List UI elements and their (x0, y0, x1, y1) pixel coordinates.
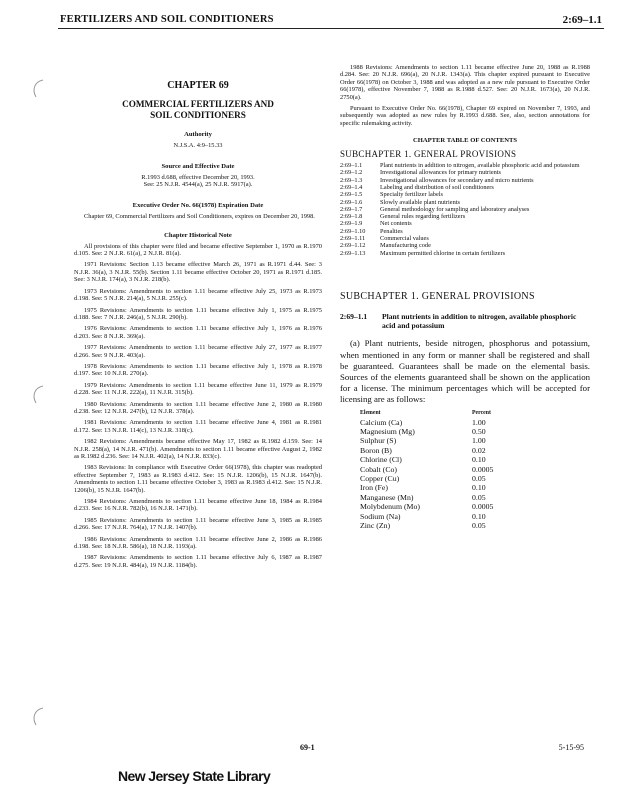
historical-note-paragraph: Pursuant to Executive Order No. 66(1978), Chapter 69 expired on November 7, 1993, and subsequently was adopted as new rules by R.1993 d.688. See, also, section annotations for specific rulemaking activity. (340, 105, 590, 127)
historical-note-paragraph: 1977 Revisions: Amendments to section 1.11 became effective July 27, 1977 as R.1977 d.266. See: 9 N.J.R. 403(a). (74, 344, 322, 359)
executive-order-heading: Executive Order No. 66(1978) Expiration Date (132, 202, 264, 210)
historical-note-continued (340, 64, 590, 127)
element-row (360, 493, 590, 502)
historical-note-paragraph: 1976 Revisions: Amendments to section 1.11 became effective July 1, 1976 as R.1976 d.203. See: 8 N.J.R. 369(a). (74, 325, 322, 340)
header-rule (58, 28, 604, 29)
right-column (340, 64, 590, 530)
toc-entry (340, 206, 590, 213)
section-title: Plant nutrients in addition to nitrogen, available phosphoric acid and potassium (382, 312, 577, 331)
element-percent: 0.10 (472, 483, 486, 493)
historical-note-paragraph: 1988 Revisions: Amendments to section 1.11 became effective June 20, 1988 as R.1988 d.284. See: 20 N.J.R. 696(a), 20 N.J.R. 1343(a). This chapter expired pursuant to Executive Order 66(1978) on October 3, 1988 and was adopted as a new rule pursuant to Executive Order 66(1978), effective November 7, 1988 as R.1988 d.527. See: 20 N.J.R. 1673(a), 20 N.J.R. 2750(a). (340, 64, 590, 101)
element-table-body (360, 418, 590, 531)
toc-entry (340, 235, 590, 242)
element-name: Sodium (Na) (360, 511, 401, 521)
authority-text: N.J.S.A. 4:9–15.33 (173, 141, 223, 149)
toc-entry-number: 2:69–1.11 (340, 235, 366, 243)
element-row (360, 418, 590, 427)
toc-entry-title: Investigational allowances for secondary and micro nutrients (380, 176, 534, 184)
percent-column-header: Percent (472, 409, 491, 416)
authority-heading: Authority (184, 131, 212, 139)
toc-entry-title: Plant nutrients in addition to nitrogen, available phosphoric acid and potassium (380, 162, 580, 170)
historical-note-heading: Chapter Historical Note (164, 232, 232, 240)
element-table (360, 410, 590, 531)
toc-entry-number: 2:69–1.9 (340, 220, 363, 228)
element-name: Manganese (Mn) (360, 492, 414, 502)
historical-note-paragraph: 1980 Revisions: Amendments to section 1.11 became effective June 2, 1980 as R.1980 d.238. See: 12 N.J.R. 247(b), 12 N.J.R. 378(a). (74, 400, 322, 415)
page-number: 69-1 (300, 743, 315, 752)
toc-entry-number: 2:69–1.5 (340, 191, 363, 199)
source-line: R.1993 d.688, effective December 20, 1993. (141, 173, 255, 181)
element-row (360, 474, 590, 483)
historical-note-paragraph: 1971 Revisions: Section 1.13 became effective March 26, 1971 as R.1971 d.44. See: 3 N.J.R. 36(a), 3 N.J.R. 55(b). Section 1.11 became effective October 20, 1971 as R.1971 d.185. See: 3 N.J.R. 174(a), 3 N.J.R. 218(b). (74, 261, 322, 284)
element-percent: 0.05 (472, 473, 486, 483)
historical-note-paragraph: 1982 Revisions: Amendments became effective May 17, 1982 as R.1982 d.159. See: 14 N.J.R. 258(a), 14 N.J.R. 471(b). Amendments to section 1.11 became effective August 2, 1982 as R.1982 d.236. See: 14 N.J.R. 402(a), 14 N.J.R. 833(c). (74, 438, 322, 460)
element-row (360, 427, 590, 436)
toc-entry-number: 2:69–1.2 (340, 169, 363, 177)
toc-entry-number: 2:69–1.10 (340, 227, 366, 235)
historical-note-paragraph: 1985 Revisions: Amendments to section 1.11 became effective June 3, 1985 as R.1985 d.266. See: 17 N.J.R. 764(a), 17 N.J.R. 1407(b). (74, 516, 322, 532)
toc-entry-number: 2:69–1.1 (340, 162, 363, 170)
element-percent: 0.05 (472, 492, 486, 502)
chapter-title-line: SOIL CONDITIONERS (150, 110, 246, 121)
library-stamp: New Jersey State Library (118, 768, 271, 784)
element-row (360, 483, 590, 492)
toc-entry (340, 250, 590, 257)
element-row (360, 436, 590, 445)
chapter-number: CHAPTER 69 (167, 80, 229, 91)
element-row (360, 455, 590, 464)
toc-entry-title: Net contents (380, 220, 412, 228)
historical-note-paragraph: 1986 Revisions: Amendments to section 1.11 became effective June 2, 1986 as R.1986 d.198. See: 18 N.J.R. 586(a), 18 N.J.R. 1193(a). (74, 535, 322, 551)
source-line: See: 25 N.J.R. 4544(a), 25 N.J.R. 5917(a). (143, 181, 253, 189)
historical-note-paragraph: 1975 Revisions: Amendments to section 1.11 became effective July 1, 1975 as R.1975 d.188. See: 7 N.J.R. 246(a), 5 N.J.R. 290(b). (74, 306, 322, 321)
executive-order-text: Chapter 69, Commercial Fertilizers and Soil Conditioners, expires on December 20, 1998. (84, 212, 315, 220)
element-percent: 0.50 (472, 426, 486, 436)
toc-entry (340, 242, 590, 249)
section-number: 2:69–1.1 (340, 312, 368, 322)
chapter-title-line: COMMERCIAL FERTILIZERS AND (122, 99, 274, 110)
toc-entry-title: Slowly available plant nutrients (380, 198, 460, 206)
toc-entry-number: 2:69–1.3 (340, 176, 363, 184)
running-header-title: FERTILIZERS AND SOIL CONDITIONERS (60, 14, 274, 25)
historical-note-paragraph: All provisions of this chapter were filed and became effective September 1, 1970 as R.1970 d.105. See: 2 N.J.R. 61(a), 2 N.J.R. 81(a). (74, 242, 322, 258)
historical-note-list (74, 243, 322, 570)
element-row (360, 521, 590, 530)
historical-note-paragraph: 1984 Revisions: Amendments to section 1.11 became effective June 18, 1984 as R.1984 d.233. See: 16 N.J.R. 782(b), 16 N.J.R. 1471(b). (74, 498, 322, 513)
punch-hole-mark-top (30, 78, 46, 100)
historical-note-paragraph: 1973 Revisions: Amendments to section 1.11 became effective July 25, 1973 as R.1973 d.198. See: 5 N.J.R. 214(a), 5 N.J.R. 255(c). (74, 287, 322, 303)
revision-date: 5-15-95 (558, 743, 584, 752)
element-row (360, 502, 590, 511)
toc-entry-number: 2:69–1.6 (340, 198, 363, 206)
punch-hole-mark-bottom (30, 706, 46, 728)
toc-entry (340, 220, 590, 227)
element-name: Molybdenum (Mo) (360, 502, 420, 512)
toc-entry-number: 2:69–1.4 (340, 183, 363, 191)
element-percent: 1.00 (472, 417, 486, 427)
punch-hole-mark-middle (30, 384, 46, 406)
element-name: Calcium (Ca) (360, 417, 403, 427)
toc-entry-title: Maximum permitted chlorine in certain fertilizers (380, 249, 506, 257)
element-row (360, 446, 590, 455)
element-name: Copper (Cu) (360, 473, 400, 483)
toc-entry-number: 2:69–1.13 (340, 249, 366, 257)
toc-entry-title: General rules regarding fertilizers (380, 213, 466, 221)
historical-note-paragraph: 1978 Revisions: Amendments to section 1.11 became effective July 1, 1978 as R.1978 d.197. See: 10 N.J.R. 270(a). (74, 362, 322, 378)
element-row (360, 512, 590, 521)
historical-note-paragraph: 1983 Revisions: In compliance with Executive Order 66(1978), this chapter was readopted effective September 7, 1983 as R.1983 d.412. See: 15 N.J.R. 1206(b), 15 N.J.R. 1647(b). Amendments to section 1.11 became effective October 3, 1983 as R.1983 d.412. See: 15 N.J.R. 1206(b), 15 N.J.R. 1647(b). (74, 464, 322, 494)
element-name: Cobalt (Co) (360, 464, 398, 474)
toc-entry (340, 228, 590, 235)
toc-entry (340, 199, 590, 206)
section-body: (a) Plant nutrients, beside nitrogen, phosphorus and potassium, when mentioned in any form or manner shall be registered and shall be guaranteed. Guarantees shall be made on the elemental basis. Sources of the elements guaranteed shall be shown on the application for a license. The minimum percentages which will be accepted for licensing are as follows: (340, 338, 590, 405)
element-percent: 0.10 (472, 511, 486, 521)
element-percent: 0.10 (472, 455, 486, 465)
historical-note-paragraph: 1981 Revisions: Amendments to section 1.11 became effective June 4, 1981 as R.1981 d.172. See: 13 N.J.R. 114(c), 13 N.J.R. 318(c). (74, 419, 322, 434)
toc-entry (340, 177, 590, 184)
subchapter-heading: SUBCHAPTER 1. GENERAL PROVISIONS (340, 290, 535, 302)
element-percent: 0.0005 (472, 502, 494, 512)
left-column (74, 64, 322, 573)
element-name: Iron (Fe) (360, 483, 388, 493)
toc-entry (340, 213, 590, 220)
toc-entry-title: Commercial values (380, 235, 429, 243)
toc-entry (340, 169, 590, 176)
element-percent: 0.05 (472, 521, 486, 531)
toc-entry-title: Penalties (380, 227, 403, 235)
toc-entry (340, 184, 590, 191)
running-header-section: 2:69–1.1 (562, 14, 602, 26)
toc-heading: CHAPTER TABLE OF CONTENTS (412, 137, 518, 145)
element-percent: 0.02 (472, 445, 486, 455)
toc-subchapter: SUBCHAPTER 1. GENERAL PROVISIONS (340, 148, 517, 159)
element-column-header: Element (360, 409, 381, 416)
toc-entry-title: Labeling and distribution of soil conditioners (380, 183, 494, 191)
element-percent: 0.0005 (472, 464, 494, 474)
historical-note-paragraph: 1979 Revisions: Amendments to section 1.11 became effective June 11, 1979 as R.1979 d.228. See: 11 N.J.R. 222(a), 11 N.J.R. 315(b). (74, 381, 322, 397)
toc-entry (340, 191, 590, 198)
toc-entry-title: Specialty fertilizer labels (380, 191, 443, 199)
source-heading: Source and Effective Date (161, 163, 235, 171)
toc-entry-number: 2:69–1.8 (340, 213, 363, 221)
toc-entry-title: Investigational allowances for primary nutrients (380, 169, 502, 177)
toc-entry-title: General methodology for sampling and laboratory analyses (380, 205, 530, 213)
element-name: Chlorine (Cl) (360, 455, 402, 465)
element-name: Boron (B) (360, 445, 392, 455)
historical-note-paragraph: 1987 Revisions: Amendments to section 1.11 became effective July 6, 1987 as R.1987 d.275. See: 19 N.J.R. 484(a), 19 N.J.R. 1184(b). (74, 554, 322, 569)
section-heading (340, 312, 590, 330)
element-table-header (360, 410, 590, 417)
element-percent: 1.00 (472, 436, 486, 446)
element-name: Sulphur (S) (360, 436, 397, 446)
element-name: Zinc (Zn) (360, 521, 391, 531)
element-name: Magnesium (Mg) (360, 426, 415, 436)
toc-entry (340, 162, 590, 169)
element-row (360, 465, 590, 474)
toc-entry-number: 2:69–1.7 (340, 205, 363, 213)
table-of-contents (340, 162, 590, 257)
chapter-title (74, 99, 322, 121)
toc-entry-title: Manufacturing code (380, 242, 431, 250)
toc-entry-number: 2:69–1.12 (340, 242, 366, 250)
